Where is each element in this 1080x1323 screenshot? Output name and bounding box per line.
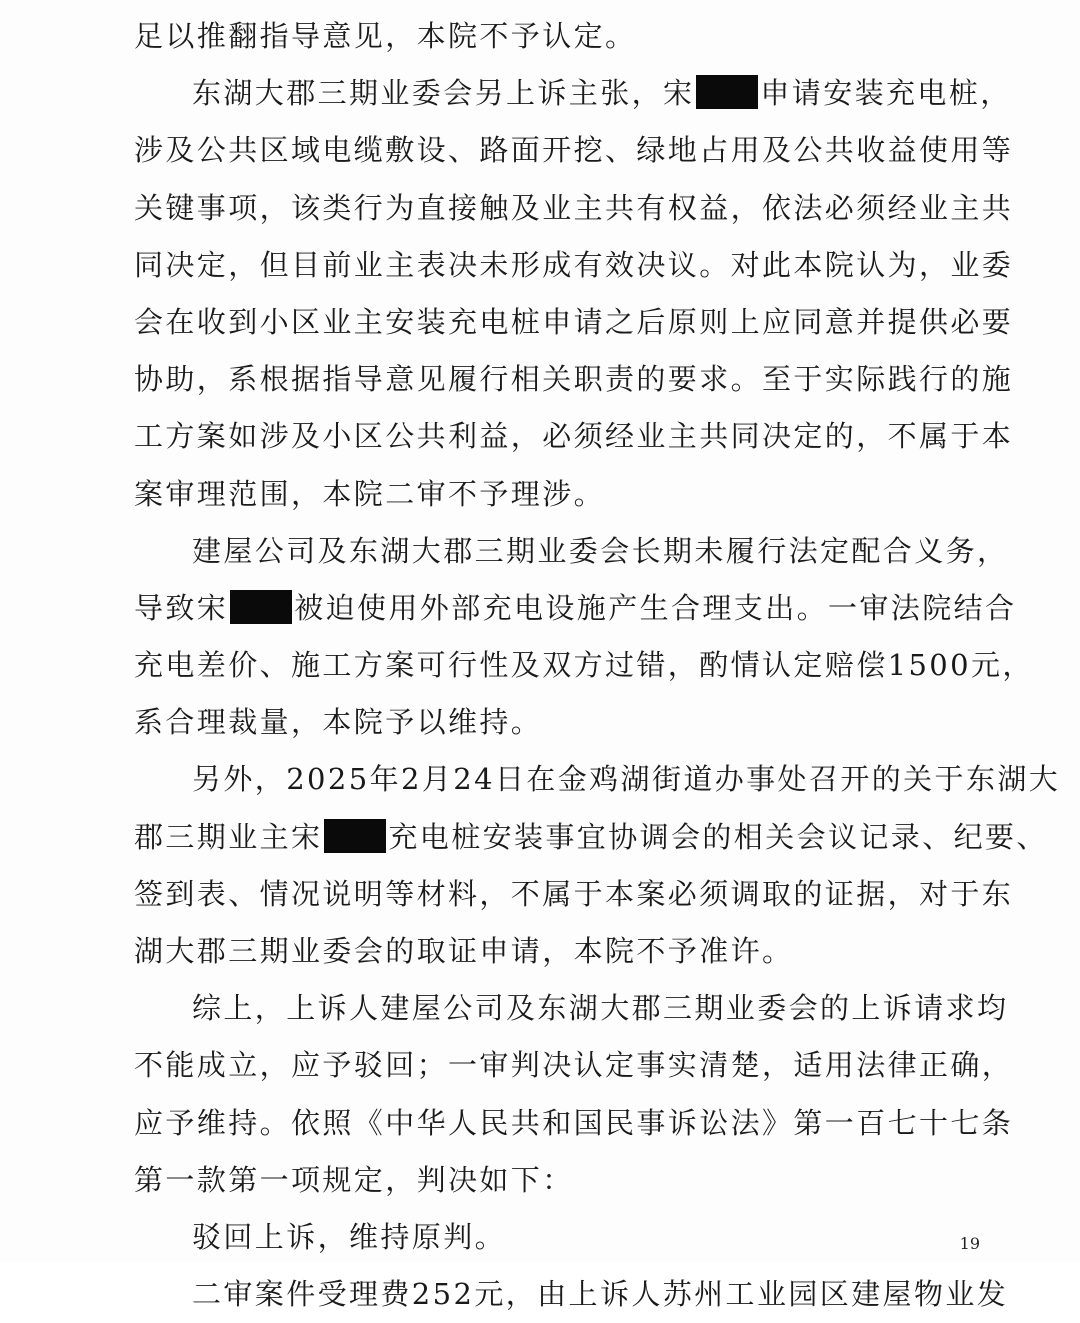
text-line <box>134 580 1017 637</box>
text-segment: 郡三期业主宋 <box>134 819 323 854</box>
text-segment: 申请安装充电桩， <box>760 76 1012 111</box>
text-line: 关键事项，该类行为直接触及业主共有权益，依法必须经业主共 <box>134 190 1014 225</box>
text-line: 充电差价、施工方案可行性及双方过错，酌情认定赔偿1500元， <box>134 648 1034 683</box>
text-line: 签到表、情况说明等材料，不属于本案必须调取的证据，对于东 <box>134 876 1014 911</box>
text-line: 足以推翻指导意见，本院不予认定。 <box>134 19 637 53</box>
text-line: 应予维持。依照《中华人民共和国民事诉讼法》第一百七十七条 <box>134 1105 1014 1140</box>
text-line: 同决定，但目前业主表决未形成有效决议。对此本院认为，业委 <box>134 247 1014 282</box>
text-line <box>134 809 1048 866</box>
text-line: 驳回上诉，维持原判。 <box>192 1219 507 1254</box>
text-line: 协助，系根据指导意见履行相关职责的要求。至于实际践行的施 <box>134 362 1014 397</box>
text-line: 涉及公共区域电缆敷设、路面开挖、绿地占用及公共收益使用等 <box>134 133 1014 168</box>
text-line: 综上，上诉人建屋公司及东湖大郡三期业委会的上诉请求均 <box>192 991 1009 1026</box>
redaction-block <box>696 75 758 109</box>
text-line: 会在收到小区业主安装充电桩申请之后原则上应同意并提供必要 <box>134 304 1014 339</box>
text-segment: 充电桩安装事宜协调会的相关会议记录、纪要、 <box>388 819 1048 854</box>
text-line: 系合理裁量，本院予以维持。 <box>134 705 543 740</box>
page-number: 19 <box>959 1234 980 1253</box>
text-segment: 导致宋 <box>134 590 229 625</box>
text-line: 案审理范围，本院二审不予理涉。 <box>134 476 606 511</box>
text-line: 不能成立，应予驳回；一审判决认定事实清楚，适用法律正确， <box>134 1048 1014 1083</box>
text-line: 工方案如涉及小区公共利益，必须经业主共同决定的，不属于本 <box>134 419 1014 454</box>
text-segment: 东湖大郡三期业委会另上诉主张，宋 <box>192 76 695 111</box>
text-line <box>134 65 1012 122</box>
text-line: 二审案件受理费252元，由上诉人苏州工业园区建屋物业发 <box>192 1277 1009 1312</box>
redaction-block <box>324 819 386 853</box>
text-segment: 被迫使用外部充电设施产生合理支出。一审法院结合 <box>294 590 1017 625</box>
text-line: 建屋公司及东湖大郡三期业委会长期未履行法定配合义务， <box>192 533 1009 568</box>
text-line: 第一款第一项规定，判决如下： <box>134 1162 574 1197</box>
document-body <box>134 8 1061 1323</box>
text-line: 另外，2025年2月24日在金鸡湖街道办事处召开的关于东湖大 <box>192 762 1061 797</box>
redaction-block <box>230 590 292 624</box>
text-line: 湖大郡三期业委会的取证申请，本院不予准许。 <box>134 934 794 968</box>
